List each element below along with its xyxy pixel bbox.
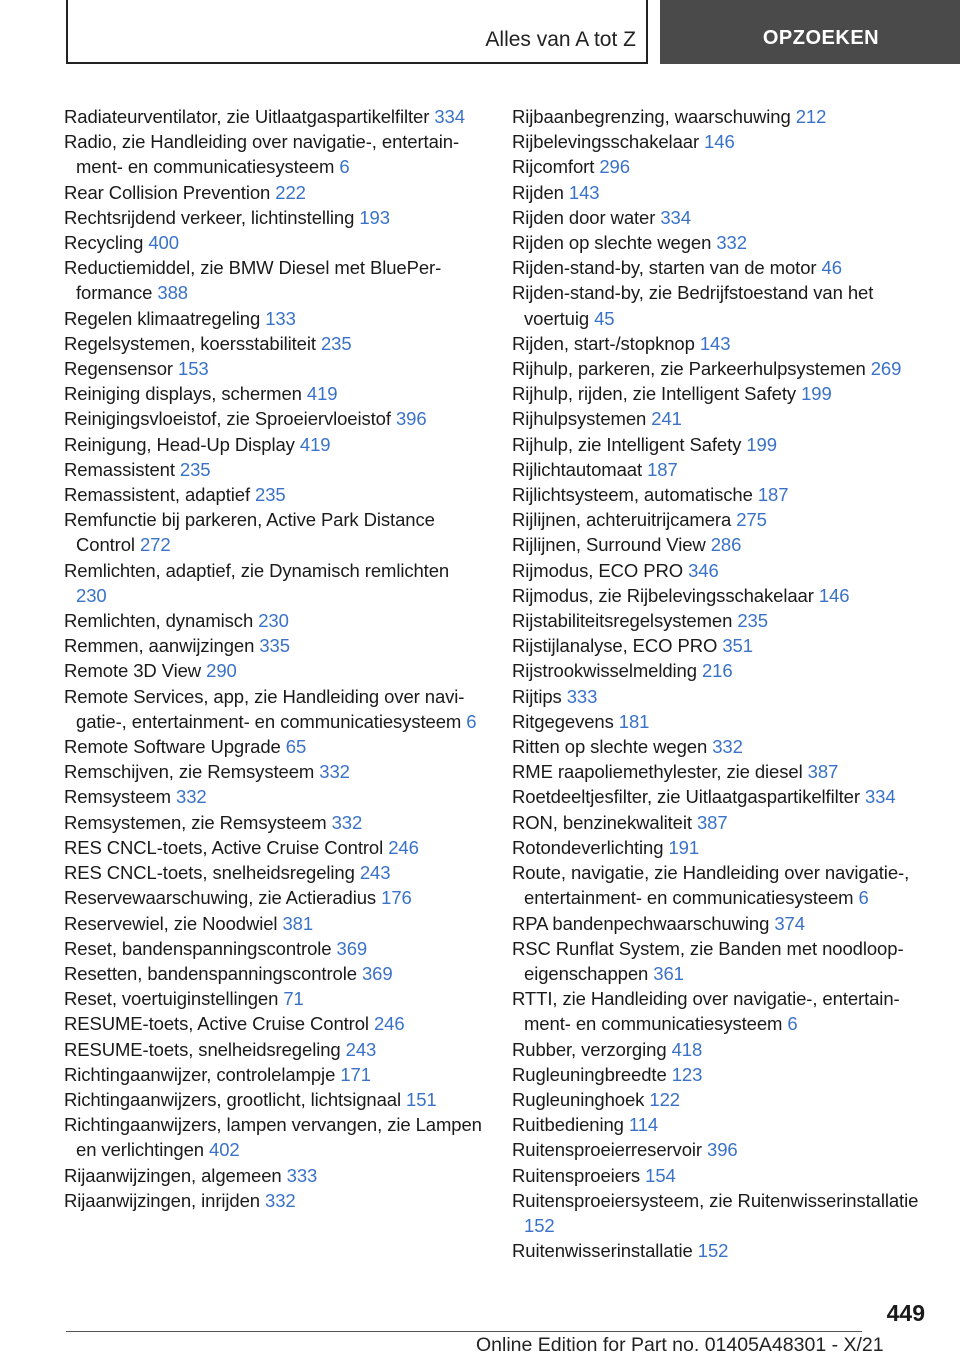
index-entry-text: Rechtsrijdend verkeer, lichtinstelling <box>64 206 355 228</box>
page-ref-link[interactable]: 243 <box>359 862 391 884</box>
page-ref-link[interactable]: 146 <box>818 584 850 606</box>
page-ref-link[interactable]: 153 <box>178 358 209 380</box>
page-ref-link[interactable]: 419 <box>299 433 331 455</box>
page-ref-link[interactable]: 335 <box>259 635 290 657</box>
index-entry-text: Rijlichtautomaat <box>512 458 643 480</box>
page-ref-link[interactable]: 396 <box>395 408 427 430</box>
page-ref-link[interactable]: 45 <box>594 307 615 329</box>
index-entry-text: Radio, zie Handleiding over navigatie-, entertainment- en communicatiesysteem <box>64 131 460 178</box>
page-ref-link[interactable]: 332 <box>716 232 747 254</box>
index-entry-text: Regelsystemen, koersstabiliteit <box>64 332 316 354</box>
index-entry <box>64 1188 484 1213</box>
index-entry <box>64 860 484 885</box>
index-entry <box>512 457 932 482</box>
index-entry-text: Remote Services, app, zie Handleiding over navigatie-, entertainment- en communicatiesysteem <box>64 685 465 732</box>
index-entry-text: Rijlijnen, Surround View <box>512 534 706 556</box>
index-entry <box>64 507 484 557</box>
index-entry <box>64 759 484 784</box>
page-ref-link[interactable]: 230 <box>258 610 289 632</box>
page-ref-link[interactable]: 334 <box>660 206 691 228</box>
index-entry-text: Roetdeeltjesfilter, zie Uitlaatgaspartikelfilter <box>512 786 860 808</box>
index-entry-text: Route, navigatie, zie Handleiding over navigatie-, entertainment- en communicatiesysteem <box>512 862 910 909</box>
index-entry <box>512 1188 932 1238</box>
page-ref-link[interactable]: 332 <box>331 811 363 833</box>
index-entry <box>512 1112 932 1137</box>
index-entry-text: Rijbaanbegrenzing, waarschuwing <box>512 106 791 127</box>
index-entry-text: Reset, bandenspanningscontrole <box>64 937 332 959</box>
index-entry <box>512 734 932 759</box>
index-entry-text: Rijcomfort <box>512 156 595 178</box>
page-ref-link[interactable]: 114 <box>628 1114 659 1136</box>
index-entry <box>64 633 484 658</box>
page-ref-link[interactable]: 419 <box>306 383 338 405</box>
index-entry <box>64 381 484 406</box>
index-entry <box>64 457 484 482</box>
page-ref-link[interactable]: 269 <box>870 358 902 380</box>
index-entry-text: Regensensor <box>64 358 173 380</box>
index-entry <box>512 986 932 1036</box>
page-ref-link[interactable]: 346 <box>688 559 719 581</box>
index-entry-text: Rear Collision Prevention <box>64 181 271 203</box>
index-entry-text: Remschijven, zie Remsysteem <box>64 761 315 783</box>
index-entry-text: Ruitensproeiersysteem, zie Ruitenwisserinstallatie <box>512 1189 919 1211</box>
index-entry-text: RES CNCL-toets, snelheidsregeling <box>64 862 355 884</box>
page-ref-link[interactable]: 374 <box>774 912 805 934</box>
index-entry-text: RTTI, zie Handleiding over navigatie-, entertainment- en communicatiesysteem <box>512 988 900 1035</box>
index-entry <box>512 911 932 936</box>
index-entry <box>512 684 932 709</box>
index-entry-text: RESUME-toets, Active Cruise Control <box>64 1013 369 1035</box>
page-ref-link[interactable]: 154 <box>645 1164 676 1186</box>
page-ref-link[interactable]: 171 <box>340 1063 371 1085</box>
index-entry <box>512 784 932 809</box>
index-entry-text: Ritten op slechte wegen <box>512 736 708 758</box>
index-entry-text: Reinigung, Head-Up Display <box>64 433 295 455</box>
page-ref-link[interactable]: 235 <box>255 484 286 506</box>
page-ref-link[interactable]: 187 <box>647 458 678 480</box>
index-entry-text: Ruitensproeierreservoir <box>512 1139 702 1161</box>
index-entry-text: Rijmodus, zie Rijbelevingsschakelaar <box>512 584 814 606</box>
index-entry-text: RPA bandenpechwaarschuwing <box>512 912 770 934</box>
index-entry <box>512 633 932 658</box>
section-title: Alles van A tot Z <box>485 28 636 51</box>
index-entry-text: Remlichten, dynamisch <box>64 610 254 632</box>
index-entry-text: Rijden <box>512 181 564 203</box>
index-entry-text: Regelen klimaatregeling <box>64 307 261 329</box>
index-entry-text: Reset, voertuiginstellingen <box>64 988 279 1010</box>
page-ref-link[interactable]: 333 <box>566 685 598 707</box>
index-entry-text: Ritgegevens <box>512 710 614 732</box>
index-entry <box>64 1062 484 1087</box>
index-entry-text: Reservewaarschuwing, zie Actieradius <box>64 887 377 909</box>
index-entry <box>64 1037 484 1062</box>
index-entry-text: Rijden-stand-by, starten van de motor <box>512 257 817 279</box>
page-ref-link[interactable]: 396 <box>707 1139 738 1161</box>
index-entry <box>512 356 932 381</box>
page-ref-link[interactable]: 332 <box>176 786 207 808</box>
index-entry-text: Rijbelevingsschakelaar <box>512 131 700 153</box>
index-entry-text: Rijhulp, zie Intelligent Safety <box>512 433 742 455</box>
index-entry-text: Remfunctie bij parkeren, Active Park Distance Control <box>64 509 435 556</box>
index-entry <box>64 129 484 179</box>
index-entry <box>512 835 932 860</box>
page-ref-link[interactable]: 222 <box>275 181 306 203</box>
page-ref-link[interactable]: 146 <box>704 131 735 153</box>
page-ref-link[interactable]: 369 <box>336 937 368 959</box>
index-entry <box>512 860 932 910</box>
index-entry <box>512 381 932 406</box>
index-entry <box>512 1037 932 1062</box>
page-ref-link[interactable]: 123 <box>671 1063 703 1085</box>
index-entry <box>512 759 932 784</box>
index-entry-text: Remote Software Upgrade <box>64 736 281 758</box>
page-ref-link[interactable]: 332 <box>319 761 350 783</box>
page-ref-link[interactable]: 418 <box>671 1038 703 1060</box>
page-ref-link[interactable]: 6 <box>787 1013 798 1035</box>
index-entry <box>64 684 484 734</box>
index-entry <box>64 432 484 457</box>
page-ref-link[interactable]: 46 <box>821 257 842 279</box>
page-ref-link[interactable]: 152 <box>697 1240 729 1262</box>
page-ref-link[interactable]: 387 <box>696 811 728 833</box>
page-ref-link[interactable]: 290 <box>206 660 237 682</box>
index-entry-text: Rijhulpsystemen <box>512 408 647 430</box>
index-entry <box>512 532 932 557</box>
page-ref-link[interactable]: 369 <box>361 962 393 984</box>
index-entry <box>64 986 484 1011</box>
index-entry-text: Rijhulp, rijden, zie Intelligent Safety <box>512 383 797 405</box>
index-entry-text: Rijlijnen, achteruitrijcamera <box>512 509 732 531</box>
page-ref-link[interactable]: 6 <box>339 156 350 178</box>
page-ref-link[interactable]: 351 <box>722 635 753 657</box>
index-entry <box>64 406 484 431</box>
page-ref-link[interactable]: 246 <box>373 1013 405 1035</box>
page-ref-link[interactable]: 133 <box>265 307 296 329</box>
index-entry <box>512 1163 932 1188</box>
page-ref-link[interactable]: 272 <box>139 534 171 556</box>
index-entry <box>512 331 932 356</box>
index-entry-text: Reductiemiddel, zie BMW Diesel met BluePerformance <box>64 257 442 304</box>
index-entry-text: Reservewiel, zie Noodwiel <box>64 912 278 934</box>
page-ref-link[interactable]: 71 <box>283 988 304 1010</box>
index-entry <box>512 180 932 205</box>
opzoeken-tab[interactable]: OPZOEKEN <box>660 0 960 64</box>
page-ref-link[interactable]: 246 <box>388 836 419 858</box>
index-entry-text: Remsystemen, zie Remsysteem <box>64 811 327 833</box>
index-entry <box>64 658 484 683</box>
index-entry-text: Remote 3D View <box>64 660 202 682</box>
page-ref-link[interactable]: 296 <box>599 156 630 178</box>
index-entry <box>64 885 484 910</box>
index-entry-text: Resetten, bandenspanningscontrole <box>64 962 357 984</box>
index-entry-text: Reinigingsvloeistof, zie Sproeiervloeistof <box>64 408 391 430</box>
page-ref-link[interactable]: 332 <box>265 1189 296 1211</box>
index-entry <box>64 810 484 835</box>
index-entry <box>512 1238 932 1263</box>
page-ref-link[interactable]: 235 <box>320 332 352 354</box>
index-entry-text: Rugleuninghoek <box>512 1088 645 1110</box>
index-entry <box>64 180 484 205</box>
index-entry <box>512 810 932 835</box>
page-ref-link[interactable]: 387 <box>807 761 839 783</box>
index-entry <box>512 104 932 129</box>
index-entry-text: Rijstijlanalyse, ECO PRO <box>512 635 718 657</box>
page-ref-link[interactable]: 400 <box>148 232 179 254</box>
index-entry-text: Rijaanwijzingen, inrijden <box>64 1189 260 1211</box>
page-ref-link[interactable]: 286 <box>710 534 742 556</box>
index-entry-text: Rijtips <box>512 685 562 707</box>
index-entry <box>512 507 932 532</box>
index-entry-text: Remsysteem <box>64 786 171 808</box>
index-entry-text: Rijstrookwisselmelding <box>512 660 697 682</box>
index-entry <box>512 280 932 330</box>
index-entry-text: Rijden-stand-by, zie Bedrijfstoestand van het voertuig <box>512 282 874 329</box>
index-entry-text: RES CNCL-toets, Active Cruise Control <box>64 836 384 858</box>
index-entry <box>64 205 484 230</box>
index-entry <box>64 558 484 608</box>
index-entry <box>64 482 484 507</box>
index-entry <box>64 1011 484 1036</box>
index-entry <box>512 1087 932 1112</box>
index-entry <box>64 356 484 381</box>
index-entry <box>512 205 932 230</box>
index-entry-text: Rijden, start-/stopknop <box>512 332 695 354</box>
index-entry-text: Radiateurventilator, zie Uitlaatgaspartikelfilter <box>64 106 430 127</box>
index-entry <box>512 129 932 154</box>
index-entry <box>512 482 932 507</box>
index-entry <box>512 709 932 734</box>
page-ref-link[interactable]: 381 <box>282 912 314 934</box>
page-ref-link[interactable]: 243 <box>345 1038 377 1060</box>
index-entry <box>64 1163 484 1188</box>
index-entry <box>512 1137 932 1162</box>
page-ref-link[interactable]: 235 <box>737 610 768 632</box>
index-entry <box>512 608 932 633</box>
index-entry-text: Rijden door water <box>512 206 656 228</box>
index-entry-text: Rubber, verzorging <box>512 1038 667 1060</box>
index-entry-text: Remlichten, adaptief, zie Dynamisch remlichten <box>64 559 450 581</box>
page-ref-link[interactable]: 235 <box>179 458 211 480</box>
index-entry-text: Reiniging displays, schermen <box>64 383 302 405</box>
index-entry-text: Remmen, aanwijzingen <box>64 635 255 657</box>
index-entry-text: Rijhulp, parkeren, zie Parkeerhulpsystemen <box>512 358 866 380</box>
page-ref-link[interactable]: 181 <box>618 710 650 732</box>
page-ref-link[interactable]: 402 <box>209 1139 240 1161</box>
index-entry <box>64 1087 484 1112</box>
index-entry-text: Ruitensproeiers <box>512 1164 641 1186</box>
index-column-right <box>512 104 932 1263</box>
page-ref-link[interactable]: 122 <box>649 1088 680 1110</box>
index-entry-text: Rotondeverlichting <box>512 836 664 858</box>
page-ref-link[interactable]: 333 <box>286 1164 318 1186</box>
footer-edition-text: Online Edition for Part no. 01405A48301 - X/21 <box>476 1334 884 1356</box>
index-entry <box>512 255 932 280</box>
index-entry-text: Ruitbediening <box>512 1114 624 1136</box>
footer-divider <box>66 1331 862 1332</box>
page-ref-link[interactable]: 388 <box>157 282 188 304</box>
page-ref-link[interactable]: 230 <box>76 584 107 606</box>
index-entry-text: RSC Runflat System, zie Banden met noodloopeigenschappen <box>512 937 904 984</box>
index-entry-text: Ruitenwisserinstallatie <box>512 1240 693 1262</box>
index-entry <box>64 734 484 759</box>
index-entry <box>64 608 484 633</box>
index-column-left <box>64 104 484 1213</box>
page-ref-link[interactable]: 199 <box>801 383 832 405</box>
page-ref-link[interactable]: 193 <box>359 206 390 228</box>
index-entry-text: Rijlichtsysteem, automatische <box>512 484 753 506</box>
index-entry-text: Richtingaanwijzers, lampen vervangen, zie Lampen en verlichtingen <box>64 1114 482 1161</box>
index-entry <box>64 911 484 936</box>
index-entry <box>512 936 932 986</box>
page-number: 449 <box>886 1300 925 1326</box>
index-entry-text: Remassistent, adaptief <box>64 484 250 506</box>
page-ref-link[interactable]: 6 <box>466 710 477 732</box>
index-entry <box>64 306 484 331</box>
header-title-box <box>66 0 648 64</box>
page-ref-link[interactable]: 176 <box>381 887 412 909</box>
page-ref-link[interactable]: 199 <box>746 433 777 455</box>
page-ref-link[interactable]: 191 <box>668 836 700 858</box>
index-entry <box>512 1062 932 1087</box>
index-entry <box>512 658 932 683</box>
index-entry-text: Recycling <box>64 232 144 254</box>
page-ref-link[interactable]: 212 <box>795 106 827 127</box>
index-entry <box>64 784 484 809</box>
index-entry <box>64 961 484 986</box>
index-entry-text: Rijaanwijzingen, algemeen <box>64 1164 282 1186</box>
page-ref-link[interactable]: 332 <box>712 736 743 758</box>
page-ref-link[interactable]: 152 <box>524 1214 555 1236</box>
page-ref-link[interactable]: 241 <box>651 408 682 430</box>
page-ref-link[interactable]: 151 <box>406 1088 437 1110</box>
page-ref-link[interactable]: 143 <box>568 181 600 203</box>
index-entry <box>512 154 932 179</box>
page-ref-link[interactable]: 361 <box>653 962 684 984</box>
page-ref-link[interactable]: 143 <box>699 332 731 354</box>
index-entry <box>64 230 484 255</box>
index-entry-text: RON, benzinekwaliteit <box>512 811 692 833</box>
page-ref-link[interactable]: 334 <box>434 106 465 127</box>
page-ref-link[interactable]: 275 <box>736 509 767 531</box>
index-entry <box>512 558 932 583</box>
index-entry-text: Rijmodus, ECO PRO <box>512 559 684 581</box>
index-entry <box>64 1112 484 1162</box>
index-entry <box>512 230 932 255</box>
index-entry <box>512 432 932 457</box>
page-ref-link[interactable]: 65 <box>285 736 307 758</box>
index-entry-text: RME raapoliemethylester, zie diesel <box>512 761 803 783</box>
index-entry <box>64 255 484 305</box>
index-entry <box>64 936 484 961</box>
index-entry <box>64 331 484 356</box>
index-entry <box>64 104 484 129</box>
index-entry <box>512 583 932 608</box>
page-ref-link[interactable]: 216 <box>701 660 733 682</box>
index-entry-text: RESUME-toets, snelheidsregeling <box>64 1038 341 1060</box>
page-ref-link[interactable]: 6 <box>858 887 869 909</box>
index-entry-text: Richtingaanwijzers, grootlicht, lichtsignaal <box>64 1088 401 1110</box>
page-ref-link[interactable]: 334 <box>864 786 896 808</box>
page-ref-link[interactable]: 187 <box>757 484 789 506</box>
index-entry <box>64 835 484 860</box>
index-entry-text: Rijstabiliteitsregelsystemen <box>512 610 733 632</box>
index-entry-text: Richtingaanwijzer, controlelampje <box>64 1063 336 1085</box>
index-entry-text: Rugleuningbreedte <box>512 1063 667 1085</box>
index-entry <box>512 406 932 431</box>
index-entry-text: Rijden op slechte wegen <box>512 232 712 254</box>
index-entry-text: Remassistent <box>64 458 175 480</box>
